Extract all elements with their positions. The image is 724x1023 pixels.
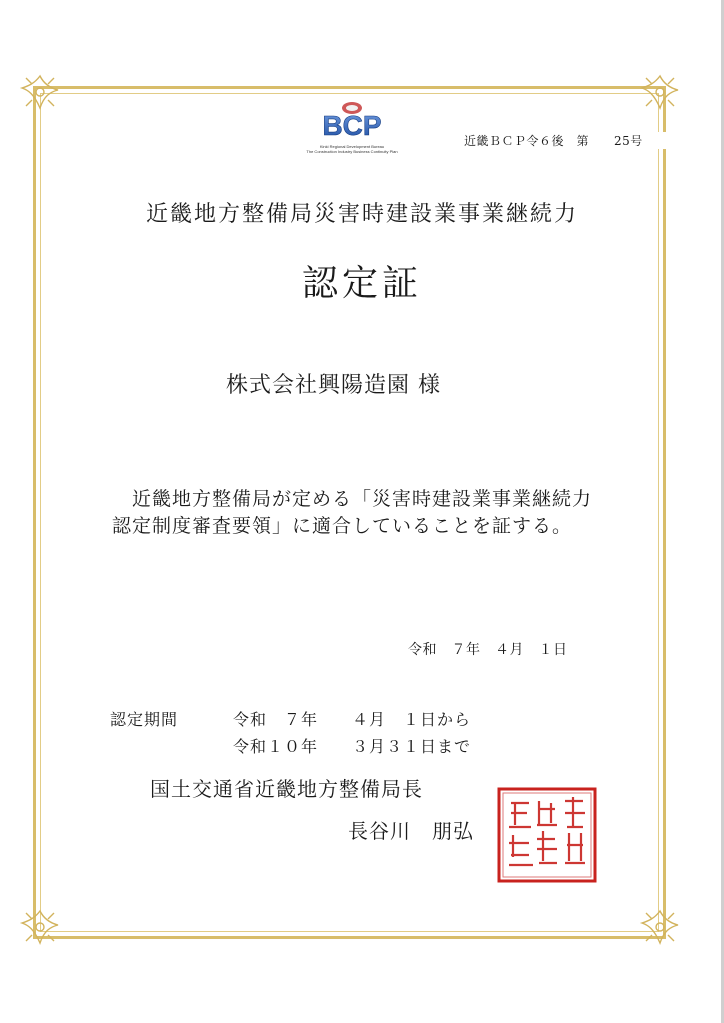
- period-label: 認定期間: [110, 710, 179, 729]
- issuer-organization: 国土交通省近畿地方整備局長: [150, 777, 423, 801]
- issuer-name: 長谷川 朋弘: [348, 819, 474, 843]
- corner-ornament-bottom-left: [18, 905, 62, 949]
- recipient-name: 株式会社興陽造園 様: [226, 373, 441, 398]
- certificate-body: 近畿地方整備局が定める「災害時建設業事業継続力認定制度審査要領」に適合していることを証する。: [112, 488, 593, 537]
- corner-ornament-bottom-right: [638, 905, 682, 949]
- logo-caption-line-1: Kinki Regional Development Bureau: [319, 144, 385, 149]
- logo-caption: [296, 144, 408, 154]
- period-end: 令和１０年 ３月３１日まで: [233, 737, 472, 756]
- corner-ornament-top-left: [18, 70, 62, 114]
- certificate-title: 近畿地方整備局災害時建設業事業継続力: [145, 202, 578, 227]
- issue-date: 令和 ７年 ４月 １日: [408, 642, 568, 658]
- official-seal: [493, 783, 601, 887]
- corner-ornament-top-right: [638, 70, 682, 114]
- certificate-heading: 認定証: [301, 263, 422, 304]
- logo-text: BCP: [322, 110, 382, 141]
- period-start: 令和 ７年 ４月 １日から: [233, 710, 472, 729]
- logo-caption-line-2: The Construction Industry Business Continuity Plan: [306, 149, 398, 154]
- certificate-number: 近畿ＢＣＰ令６後 第 25号: [464, 132, 674, 149]
